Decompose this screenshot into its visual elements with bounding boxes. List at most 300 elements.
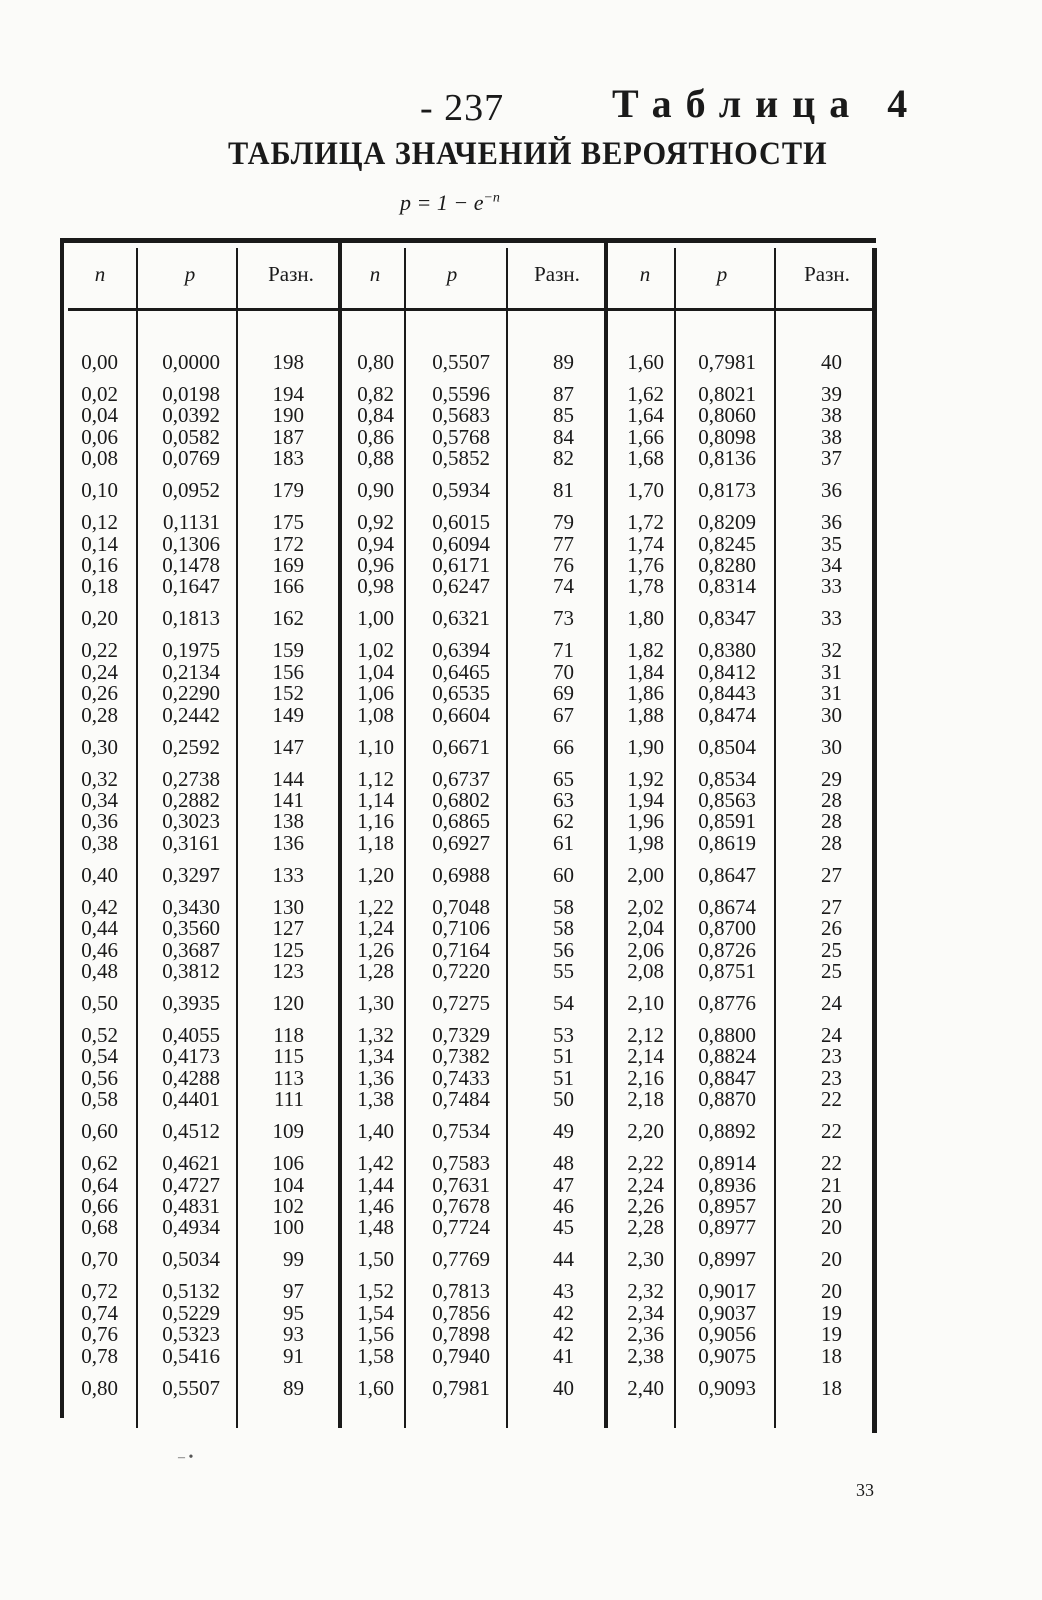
cell-p-block2: 0,6247 [432,574,490,599]
cell-p-block1: 0,3161 [162,830,220,855]
cell-diff-block2: 53 [553,1023,574,1047]
cell-p-block1: 0,4288 [162,1065,220,1090]
header-n-1: n [94,262,106,286]
cell-p-block2: 0,7106 [432,916,490,941]
probability-table [60,238,880,1433]
cell-diff-block3: 24 [821,1023,842,1047]
cell-diff-block2: 84 [553,424,574,449]
cell-n-block3: 2,00 [627,862,664,887]
cell-diff-block3: 28 [821,788,842,812]
cell-p-block2: 0,5852 [432,446,490,471]
cell-n-block2: 1,08 [357,702,394,727]
cell-diff-block1: 111 [274,1087,304,1112]
cell-p-block2: 0,6094 [432,531,490,556]
cell-n-block2: 0,86 [357,424,394,449]
cell-n-block1: 0,38 [81,830,118,855]
cell-n-block1: 0,28 [81,702,118,727]
cell-p-block3: 0,9056 [698,1322,756,1347]
cell-n-block2: 1,04 [357,659,394,684]
cell-p-block3: 0,8914 [698,1151,756,1176]
cell-n-block3: 1,80 [627,606,664,631]
cell-p-block3: 0,8060 [698,403,756,428]
cell-n-block2: 1,44 [357,1172,394,1197]
cell-n-block3: 2,40 [627,1375,664,1400]
cell-p-block2: 0,7940 [432,1343,490,1368]
cell-diff-block1: 95 [283,1300,304,1325]
cell-p-block3: 0,8800 [698,1023,756,1047]
cell-diff-block3: 38 [821,424,842,449]
cell-diff-block1: 109 [272,1119,304,1144]
cell-p-block2: 0,6535 [432,681,490,706]
cell-diff-block3: 20 [821,1194,842,1218]
cell-n-block2: 1,50 [357,1247,394,1272]
cell-diff-block1: 194 [272,382,304,406]
cell-diff-block3: 19 [821,1300,842,1325]
cell-diff-block1: 159 [272,638,304,663]
cell-n-block3: 1,94 [627,788,664,812]
cell-n-block1: 0,26 [81,681,118,706]
cell-n-block3: 2,02 [627,894,664,919]
cell-p-block3: 0,8751 [698,959,756,983]
cell-n-block2: 1,52 [357,1279,394,1304]
cell-n-block1: 0,76 [81,1322,118,1347]
cell-n-block2: 0,84 [357,403,394,428]
cell-n-block3: 1,60 [627,350,664,374]
cell-diff-block2: 70 [553,659,574,684]
cell-p-block2: 0,7433 [432,1065,490,1090]
cell-n-block3: 2,26 [627,1194,664,1218]
cell-n-block1: 0,66 [81,1194,118,1218]
cell-n-block1: 0,36 [81,809,118,834]
cell-p-block1: 0,2882 [162,788,220,812]
cell-diff-block1: 166 [272,574,304,599]
cell-diff-block1: 89 [283,1375,304,1400]
cell-diff-block1: 172 [272,531,304,556]
cell-p-block2: 0,5507 [432,350,490,374]
cell-diff-block1: 183 [272,446,304,471]
cell-diff-block1: 133 [272,862,304,887]
header-p-3: p [716,262,728,286]
formula-lhs: p [400,190,411,215]
cell-n-block1: 0,58 [81,1087,118,1112]
cell-n-block1: 0,48 [81,959,118,983]
cell-p-block3: 0,8412 [698,659,756,684]
cell-p-block1: 0,1813 [162,606,220,631]
cell-p-block1: 0,2290 [162,681,220,706]
cell-diff-block2: 60 [553,862,574,887]
cell-p-block2: 0,6394 [432,638,490,663]
cell-diff-block3: 27 [821,894,842,919]
cell-diff-block1: 118 [273,1023,304,1047]
cell-diff-block2: 81 [553,478,574,503]
cell-p-block3: 0,8619 [698,830,756,855]
cell-diff-block2: 85 [553,403,574,428]
cell-n-block3: 2,08 [627,959,664,983]
cell-diff-block1: 120 [272,991,304,1015]
cell-p-block3: 0,8347 [698,606,756,631]
cell-diff-block2: 62 [553,809,574,834]
cell-p-block2: 0,6988 [432,862,490,887]
cell-n-block1: 0,78 [81,1343,118,1368]
cell-p-block2: 0,7724 [432,1215,490,1240]
cell-n-block3: 1,66 [627,424,664,449]
cell-p-block3: 0,8021 [698,382,756,406]
cell-n-block3: 1,68 [627,446,664,471]
cell-p-block1: 0,3560 [162,916,220,941]
cell-p-block2: 0,7484 [432,1087,490,1112]
cell-p-block2: 0,7048 [432,894,490,919]
cell-n-block2: 0,90 [357,478,394,503]
cell-p-block2: 0,7678 [432,1194,490,1218]
footer-page-number: 33 [856,1480,874,1500]
cell-p-block1: 0,3430 [162,894,220,919]
cell-p-block3: 0,9075 [698,1343,756,1368]
cell-n-block2: 1,56 [357,1322,394,1347]
cell-n-block2: 1,32 [357,1023,394,1047]
cell-diff-block2: 41 [553,1343,574,1368]
cell-n-block1: 0,56 [81,1065,118,1090]
cell-p-block2: 0,7769 [432,1247,490,1272]
page-number: - 237 [420,87,505,129]
cell-n-block3: 1,84 [627,659,664,684]
cell-p-block3: 0,8936 [698,1172,756,1197]
cell-diff-block2: 66 [553,734,574,759]
cell-p-block2: 0,7898 [432,1322,490,1347]
cell-n-block3: 2,28 [627,1215,664,1240]
cell-p-block1: 0,4173 [162,1044,220,1069]
cell-diff-block2: 49 [553,1119,574,1144]
cell-p-block3: 0,8892 [698,1119,756,1144]
cell-p-block1: 0,0582 [162,424,220,449]
cell-p-block3: 0,8776 [698,991,756,1015]
cell-n-block3: 2,24 [627,1172,664,1197]
cell-p-block2: 0,6802 [432,788,490,812]
cell-n-block2: 1,58 [357,1343,394,1368]
cell-n-block3: 2,36 [627,1322,664,1347]
cell-p-block3: 0,8098 [698,424,756,449]
cell-p-block3: 0,8563 [698,788,756,812]
cell-n-block2: 0,82 [357,382,394,406]
formula-exponent: −n [483,190,500,206]
cell-n-block2: 1,42 [357,1151,394,1176]
cell-p-block1: 0,5034 [162,1247,220,1272]
cell-n-block3: 1,72 [627,510,664,535]
cell-diff-block1: 169 [272,553,304,577]
cell-diff-block3: 33 [821,574,842,599]
cell-n-block1: 0,30 [81,734,118,759]
cell-diff-block1: 156 [272,659,304,684]
cell-n-block1: 0,08 [81,446,118,471]
cell-diff-block2: 54 [553,991,574,1015]
cell-n-block3: 2,38 [627,1343,664,1368]
cell-diff-block1: 130 [272,894,304,919]
cell-diff-block3: 22 [821,1151,842,1176]
cell-diff-block2: 43 [553,1279,574,1304]
cell-diff-block2: 69 [553,681,574,706]
cell-p-block1: 0,0952 [162,478,220,503]
cell-diff-block1: 179 [272,478,304,503]
cell-n-block1: 0,12 [81,510,118,535]
cell-p-block3: 0,9093 [698,1375,756,1400]
cell-diff-block2: 50 [553,1087,574,1112]
cell-n-block1: 0,04 [81,403,118,428]
cell-n-block1: 0,44 [81,916,118,941]
cell-n-block3: 2,34 [627,1300,664,1325]
cell-p-block3: 0,8700 [698,916,756,941]
cell-p-block3: 0,8726 [698,937,756,962]
header-diff-2: Разн. [534,262,580,286]
cell-diff-block3: 25 [821,937,842,962]
cell-p-block1: 0,3023 [162,809,220,834]
cell-p-block1: 0,4401 [162,1087,220,1112]
cell-n-block3: 1,76 [627,553,664,577]
cell-n-block3: 1,70 [627,478,664,503]
cell-n-block2: 1,54 [357,1300,394,1325]
cell-diff-block3: 28 [821,809,842,834]
cell-diff-block1: 97 [283,1279,304,1304]
cell-diff-block3: 18 [821,1343,842,1368]
header-p-2: p [446,262,458,286]
cell-p-block1: 0,1131 [163,510,220,535]
cell-diff-block1: 152 [272,681,304,706]
cell-p-block2: 0,5596 [432,382,490,406]
cell-diff-block3: 40 [821,350,842,374]
top-rule [60,238,876,243]
cell-n-block1: 0,70 [81,1247,118,1272]
cell-n-block2: 1,28 [357,959,394,983]
cell-n-block2: 1,14 [357,788,394,812]
header-diff-3: Разн. [804,262,850,286]
cell-n-block1: 0,10 [81,478,118,503]
cell-diff-block2: 51 [553,1044,574,1069]
cell-diff-block3: 27 [821,862,842,887]
cell-p-block3: 0,8245 [698,531,756,556]
cell-n-block3: 2,04 [627,916,664,941]
cell-n-block3: 2,18 [627,1087,664,1112]
cell-p-block1: 0,1478 [162,553,220,577]
cell-p-block1: 0,1975 [162,638,220,663]
table-label: Таблица 4 [612,81,922,126]
cell-n-block1: 0,60 [81,1119,118,1144]
cell-diff-block2: 42 [553,1300,574,1325]
cell-diff-block3: 23 [821,1044,842,1069]
cell-n-block2: 1,48 [357,1215,394,1240]
cell-n-block1: 0,14 [81,531,118,556]
cell-p-block1: 0,0198 [162,382,220,406]
cell-p-block3: 0,8534 [698,766,756,791]
cell-n-block2: 1,38 [357,1087,394,1112]
cell-p-block2: 0,7856 [432,1300,490,1325]
cell-diff-block2: 47 [553,1172,574,1197]
cell-diff-block2: 67 [553,702,574,727]
formula-mid: = 1 − e [411,190,484,215]
cell-p-block2: 0,6865 [432,809,490,834]
cell-n-block2: 1,18 [357,830,394,855]
cell-diff-block2: 40 [553,1375,574,1400]
cell-diff-block3: 37 [821,446,842,471]
cell-n-block3: 1,86 [627,681,664,706]
cell-n-block3: 1,92 [627,766,664,791]
cell-p-block1: 0,0392 [162,403,220,428]
cell-p-block3: 0,8474 [698,702,756,727]
cell-p-block2: 0,7981 [432,1375,490,1400]
cell-diff-block2: 79 [553,510,574,535]
cell-diff-block1: 123 [272,959,304,983]
cell-n-block2: 1,22 [357,894,394,919]
cell-diff-block1: 162 [272,606,304,631]
cell-p-block1: 0,5507 [162,1375,220,1400]
cell-p-block1: 0,3935 [162,991,220,1015]
cell-diff-block3: 21 [821,1172,842,1197]
cell-p-block3: 0,8977 [698,1215,756,1240]
cell-n-block2: 1,26 [357,937,394,962]
cell-diff-block1: 91 [283,1343,304,1368]
cell-n-block1: 0,32 [81,766,118,791]
cell-diff-block1: 102 [272,1194,304,1218]
cell-p-block1: 0,2738 [162,766,220,791]
cell-n-block1: 0,16 [81,553,118,577]
cell-diff-block3: 30 [821,734,842,759]
cell-p-block3: 0,8209 [698,510,756,535]
cell-p-block3: 0,8674 [698,894,756,919]
cell-p-block2: 0,6737 [432,766,490,791]
header-n-3: n [639,262,651,286]
cell-n-block3: 1,98 [627,830,664,855]
formula [400,190,500,216]
cell-diff-block2: 45 [553,1215,574,1240]
cell-n-block3: 1,78 [627,574,664,599]
cell-n-block2: 1,02 [357,638,394,663]
cell-p-block2: 0,7164 [432,937,490,962]
cell-p-block1: 0,3687 [162,937,220,962]
cell-n-block1: 0,24 [81,659,118,684]
cell-p-block2: 0,7329 [432,1023,490,1047]
cell-diff-block3: 26 [821,916,842,941]
cell-p-block1: 0,0000 [162,350,220,374]
cell-diff-block1: 147 [272,734,304,759]
cell-diff-block2: 73 [553,606,574,631]
footnote-mark: – • [178,1450,194,1465]
cell-diff-block3: 30 [821,702,842,727]
cell-p-block2: 0,5683 [432,403,490,428]
cell-n-block3: 2,32 [627,1279,664,1304]
cell-n-block1: 0,00 [81,350,118,374]
cell-diff-block2: 61 [553,830,574,855]
cell-p-block2: 0,5768 [432,424,490,449]
cell-diff-block1: 190 [272,403,304,428]
cell-diff-block3: 24 [821,991,842,1015]
cell-p-block2: 0,7382 [432,1044,490,1069]
cell-n-block3: 1,62 [627,382,664,406]
cell-n-block1: 0,50 [81,991,118,1015]
cell-n-block1: 0,02 [81,382,118,406]
cell-p-block1: 0,1647 [162,574,220,599]
cell-p-block3: 0,8870 [698,1087,756,1112]
cell-p-block3: 0,8847 [698,1065,756,1090]
cell-diff-block1: 187 [272,424,304,449]
cell-diff-block3: 25 [821,959,842,983]
cell-diff-block1: 175 [272,510,304,535]
header-p-1: p [184,262,196,286]
cell-n-block2: 0,98 [357,574,394,599]
cell-diff-block2: 48 [553,1151,574,1176]
cell-diff-block2: 76 [553,553,574,577]
cell-p-block2: 0,7534 [432,1119,490,1144]
cell-p-block2: 0,6671 [432,734,490,759]
cell-diff-block3: 28 [821,830,842,855]
cell-diff-block2: 77 [553,531,574,556]
cell-diff-block2: 87 [553,382,574,406]
cell-p-block2: 0,7275 [432,991,490,1015]
cell-diff-block1: 125 [272,937,304,962]
cell-n-block1: 0,40 [81,862,118,887]
cell-p-block2: 0,6465 [432,659,490,684]
cell-diff-block3: 23 [821,1065,842,1090]
header-diff-1: Разн. [268,262,314,286]
cell-diff-block1: 198 [272,350,304,374]
cell-p-block3: 0,8380 [698,638,756,663]
cell-p-block3: 0,8280 [698,553,756,577]
cell-p-block3: 0,8136 [698,446,756,471]
cell-diff-block2: 55 [553,959,574,983]
cell-p-block2: 0,7631 [432,1172,490,1197]
cell-p-block3: 0,8504 [698,734,756,759]
cell-n-block1: 0,22 [81,638,118,663]
cell-n-block1: 0,68 [81,1215,118,1240]
cell-n-block1: 0,72 [81,1279,118,1304]
cell-n-block2: 1,00 [357,606,394,631]
cell-p-block2: 0,6927 [432,830,490,855]
cell-n-block2: 1,06 [357,681,394,706]
cell-p-block1: 0,5229 [162,1300,220,1325]
cell-diff-block3: 31 [821,659,842,684]
cell-diff-block2: 56 [553,937,574,962]
cell-n-block3: 1,74 [627,531,664,556]
cell-p-block1: 0,0769 [162,446,220,471]
cell-p-block1: 0,5416 [162,1343,220,1368]
cell-p-block2: 0,7583 [432,1151,490,1176]
cell-n-block1: 0,42 [81,894,118,919]
cell-diff-block3: 20 [821,1215,842,1240]
cell-p-block2: 0,7220 [432,959,490,983]
cell-diff-block3: 29 [821,766,842,791]
cell-p-block1: 0,4934 [162,1215,220,1240]
cell-n-block2: 0,96 [357,553,394,577]
cell-p-block1: 0,4512 [162,1119,220,1144]
cell-diff-block3: 19 [821,1322,842,1347]
cell-n-block1: 0,62 [81,1151,118,1176]
cell-p-block3: 0,8443 [698,681,756,706]
cell-p-block3: 0,8824 [698,1044,756,1069]
cell-n-block2: 1,34 [357,1044,394,1069]
cell-n-block1: 0,52 [81,1023,118,1047]
cell-n-block2: 0,80 [357,350,394,374]
cell-p-block1: 0,5323 [162,1322,220,1347]
cell-diff-block2: 82 [553,446,574,471]
cell-n-block2: 0,92 [357,510,394,535]
cell-diff-block2: 58 [553,894,574,919]
cell-n-block2: 0,94 [357,531,394,556]
cell-diff-block3: 38 [821,403,842,428]
cell-diff-block3: 18 [821,1375,842,1400]
cell-diff-block2: 46 [553,1194,574,1218]
cell-diff-block1: 113 [273,1065,304,1090]
cell-n-block1: 0,18 [81,574,118,599]
cell-n-block1: 0,20 [81,606,118,631]
cell-n-block2: 1,16 [357,809,394,834]
cell-diff-block2: 71 [553,638,574,663]
cell-p-block3: 0,7981 [698,350,756,374]
